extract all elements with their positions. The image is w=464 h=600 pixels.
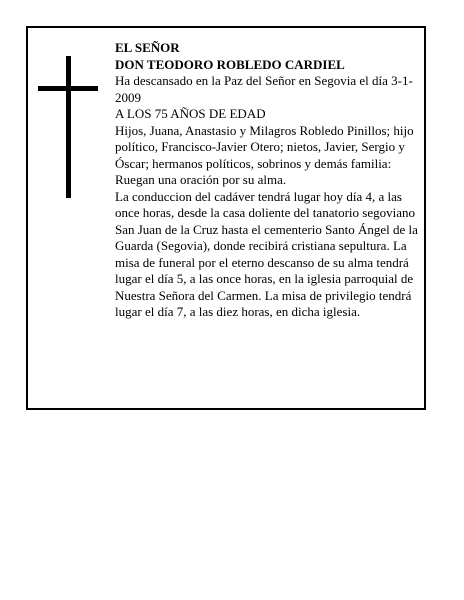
age-line: A LOS 75 AÑOS DE EDAD	[115, 106, 266, 121]
rest-announcement: Ha descansado en la Paz del Señor en Segovia el día 3-1-2009	[115, 73, 413, 105]
family-list: Hijos, Juana, Anastasio y Milagros Robledo Pinillos; hijo político, Francisco-Javier Otero; nietos, Javier, Sergio y Óscar; hermanos políticos, sobrinos y demás familia:	[115, 122, 414, 171]
obituary-notice	[26, 26, 426, 410]
funeral-details: La conduccion del cadáver tendrá lugar hoy día 4, a las once horas, desde la casa doliente del tanatorio segoviano San Juan de la Cruz hasta el cementerio Santo Ángel de la Guarda (Segovia), donde recibirá cristiana sepultura. La misa de funeral por el eterno descanso de su alma tendrá lugar el día 5, a las once horas, en la iglesia parroquial de Nuestra Señora del Carmen. La misa de privilegio tendrá lugar el día 7, a las diez horas, en dicha iglesia.	[115, 188, 418, 319]
deceased-name: DON TEODORO ROBLEDO CARDIEL	[115, 56, 345, 72]
cross-icon	[28, 28, 29, 29]
prayer-request: Ruegan una oración por su alma.	[115, 172, 287, 187]
cross-vertical-bar	[66, 56, 71, 198]
notice-text	[115, 40, 420, 321]
notice-heading-title: EL SEÑOR	[115, 40, 180, 55]
cross-horizontal-bar	[38, 86, 98, 91]
